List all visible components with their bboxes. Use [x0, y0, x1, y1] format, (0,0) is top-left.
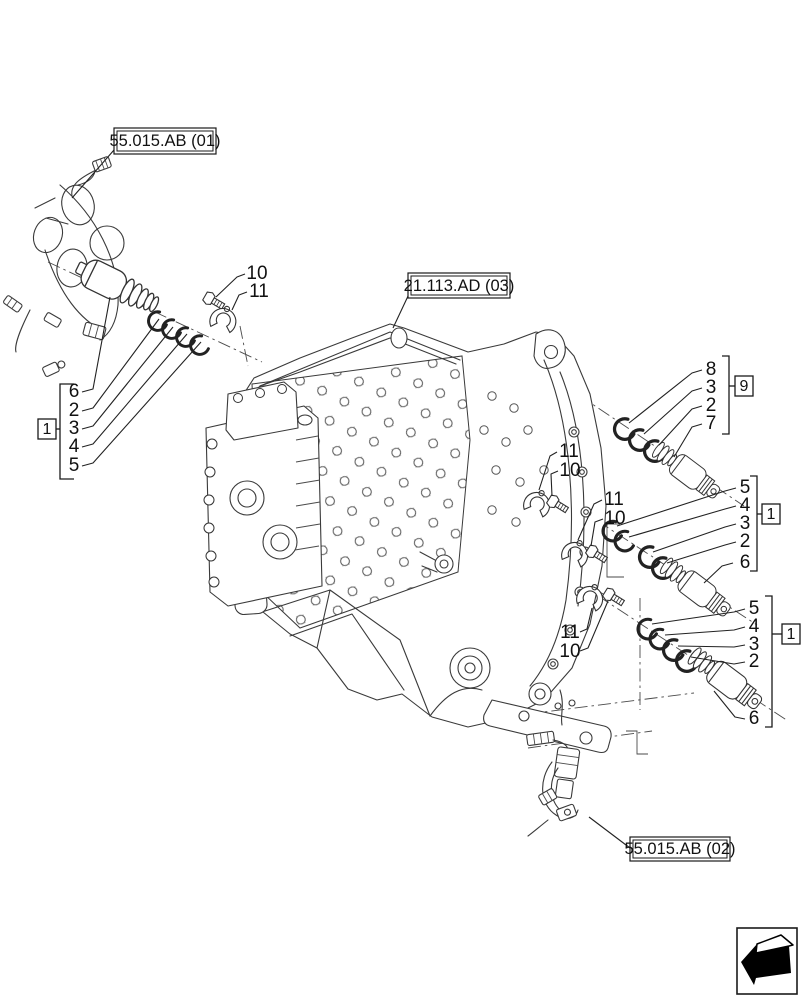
callout-10: 10	[559, 460, 581, 481]
harness-connector	[44, 312, 62, 328]
orientation-arrow-icon	[737, 928, 797, 994]
callout-5: 5	[739, 477, 751, 498]
solenoid-group-9	[611, 356, 753, 504]
harness-connector	[42, 358, 67, 377]
callout-2: 2	[739, 531, 751, 552]
callout-4: 4	[739, 495, 751, 516]
callout-4: 4	[748, 616, 760, 637]
callout-10: 10	[604, 508, 626, 529]
callout-3: 3	[748, 634, 760, 655]
group-box-9: 9	[739, 378, 749, 395]
fork-bolt-top	[202, 263, 269, 333]
callout-3: 3	[705, 377, 717, 398]
callout-4: 4	[68, 436, 80, 457]
callout-stack-left	[38, 297, 201, 479]
control-valve-block	[204, 382, 322, 606]
callout-10: 10	[246, 263, 268, 284]
callout-3: 3	[739, 513, 751, 534]
callout-11: 11	[560, 622, 580, 643]
ref-label-text: 21.113.AD (03)	[403, 277, 515, 295]
harness-connector	[3, 295, 23, 313]
callout-7: 7	[705, 413, 717, 434]
ref-label-text: 55.015.AB (01)	[109, 132, 221, 150]
callout-3: 3	[68, 418, 80, 439]
group-box-1: 1	[766, 506, 776, 523]
solenoid-valve-left	[71, 253, 209, 357]
callout-6: 6	[748, 708, 760, 729]
retaining-rings-left	[145, 310, 209, 358]
callout-11: 11	[249, 281, 269, 302]
callout-10: 10	[559, 641, 581, 662]
callout-5: 5	[68, 455, 80, 476]
callout-2: 2	[705, 395, 717, 416]
callout-6: 6	[68, 381, 80, 402]
solenoid-group-low	[635, 596, 800, 729]
transmission-housing	[204, 324, 611, 753]
callout-2: 2	[68, 400, 80, 421]
callout-11: 11	[604, 489, 624, 510]
ref-label-bottom-right[interactable]	[589, 817, 736, 861]
group-box-1: 1	[42, 421, 52, 438]
group-box-1: 1	[786, 626, 796, 643]
callout-6: 6	[739, 552, 751, 573]
callout-11: 11	[559, 441, 579, 462]
ref-label-center[interactable]	[393, 273, 514, 328]
ref-label-text: 55.015.AB (02)	[624, 840, 736, 858]
callout-2: 2	[748, 651, 760, 672]
callout-5: 5	[748, 598, 760, 619]
callout-8: 8	[705, 359, 717, 380]
